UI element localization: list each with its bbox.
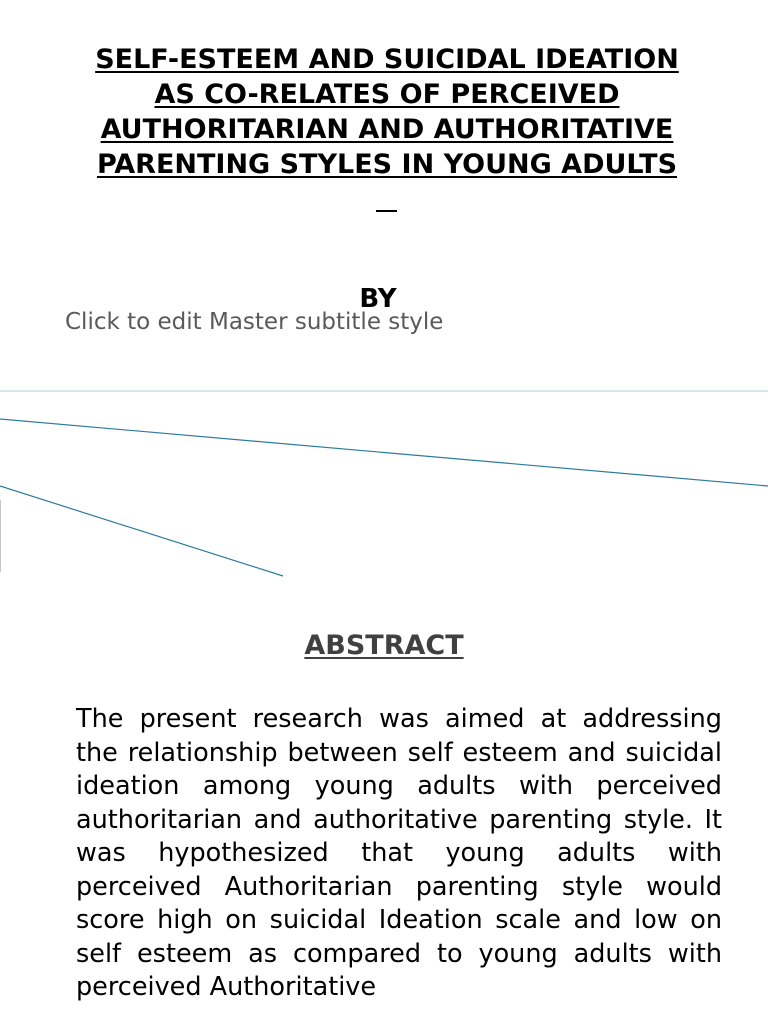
abstract-heading: ABSTRACT bbox=[304, 630, 464, 661]
title-line-2: AS CO-RELATES OF PERCEIVED bbox=[154, 79, 620, 110]
title-line-3: AUTHORITARIAN AND AUTHORITATIVE bbox=[100, 114, 674, 145]
title-line-4: PARENTING STYLES IN YOUNG ADULTS bbox=[96, 149, 678, 180]
divider-diagonal-upper bbox=[0, 419, 768, 486]
byline: BY bbox=[359, 284, 397, 314]
abstract-body: The present research was aimed at addressing the relationship between self esteem and suicidal ideation among young adults with perceived authoritarian and authoritative parenting style. It was hypothesized that young adults with perceived Authoritarian parenting style would score high on suicidal Ideation scale and low on self esteem as compared to young adults with perceived Authoritative bbox=[76, 704, 722, 1002]
divider-diagonal-lower bbox=[0, 486, 283, 576]
title-line-1: SELF-ESTEEM AND SUICIDAL IDEATION bbox=[95, 44, 679, 75]
subtitle-placeholder[interactable]: Click to edit Master subtitle style bbox=[65, 309, 444, 335]
